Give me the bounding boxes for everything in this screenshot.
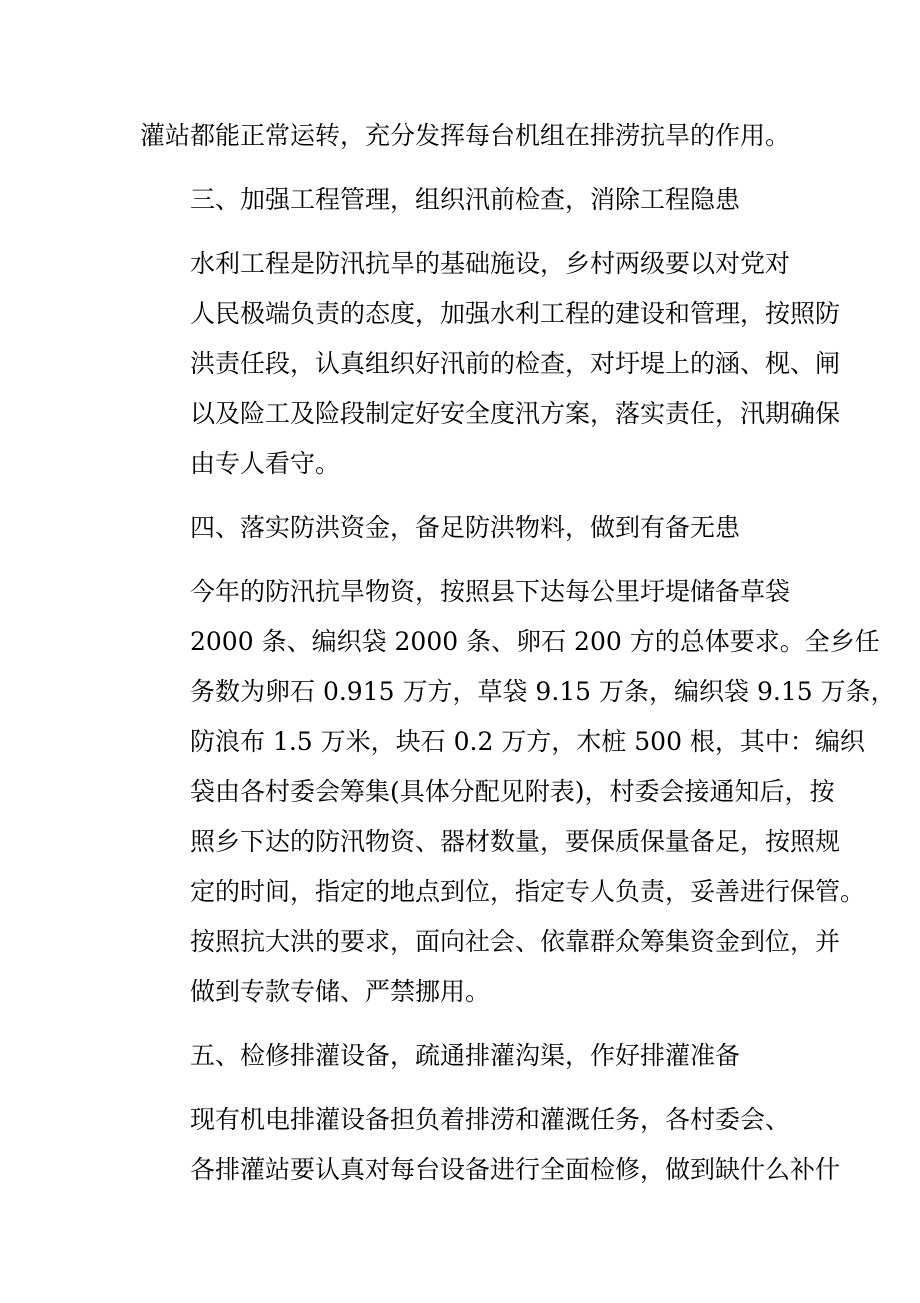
text-line: 水利工程是防汛抗旱的基础施设，乡村两级要以对党对	[190, 249, 791, 278]
text-line: 按照抗大洪的要求，面向社会、依靠群众筹集资金到位，并	[190, 927, 841, 956]
document-body	[140, 111, 896, 1195]
text-line: 现有机电排灌设备担负着排涝和灌溉任务，各村委会、	[190, 1105, 791, 1134]
text-line: 防浪布 1.5 万米，块石 0.2 万方，木桩 500 根，其中：编织	[190, 727, 865, 756]
body-paragraph	[140, 1095, 841, 1195]
section-heading	[140, 503, 790, 553]
text-line: 由专人看守。	[190, 449, 341, 478]
text-line: 2000 条、编织袋 2000 条、卵石 200 方的总体要求。全乡任	[190, 627, 880, 656]
section-heading	[140, 1031, 790, 1081]
text-line: 务数为卵石 0.915 万方，草袋 9.15 万条，编织袋 9.15 万条，	[190, 677, 896, 706]
section-heading	[140, 175, 790, 225]
text-line: 三、加强工程管理，组织汛前检查，消除工程隐患	[190, 185, 741, 214]
text-line: 照乡下达的防汛物资、器材数量，要保质保量备足，按照规	[190, 827, 841, 856]
text-line: 定的时间，指定的地点到位，指定专人负责，妥善进行保管。	[190, 877, 866, 906]
text-line: 袋由各村委会筹集(具体分配见附表)，村委会接通知后，按	[190, 777, 835, 806]
body-paragraph	[140, 567, 896, 1017]
text-line: 灌站都能正常运转，充分发挥每台机组在排涝抗旱的作用。	[140, 121, 791, 150]
text-line: 人民极端负责的态度，加强水利工程的建设和管理，按照防	[190, 299, 841, 328]
body-paragraph	[140, 111, 790, 161]
text-line: 四、落实防洪资金，备足防洪物料，做到有备无患	[190, 513, 741, 542]
text-line: 今年的防汛抗旱物资，按照县下达每公里圩堤储备草袋	[190, 577, 791, 606]
body-paragraph	[140, 239, 841, 489]
text-line: 五、检修排灌设备，疏通排灌沟渠，作好排灌准备	[190, 1041, 741, 1070]
text-line: 以及险工及险段制定好安全度汛方案，落实责任，汛期确保	[190, 399, 841, 428]
text-line: 洪责任段，认真组织好汛前的检查，对圩堤上的涵、枧、闸	[190, 349, 841, 378]
text-line: 各排灌站要认真对每台设备进行全面检修，做到缺什么补什	[190, 1155, 841, 1184]
text-line: 做到专款专储、严禁挪用。	[190, 977, 491, 1006]
